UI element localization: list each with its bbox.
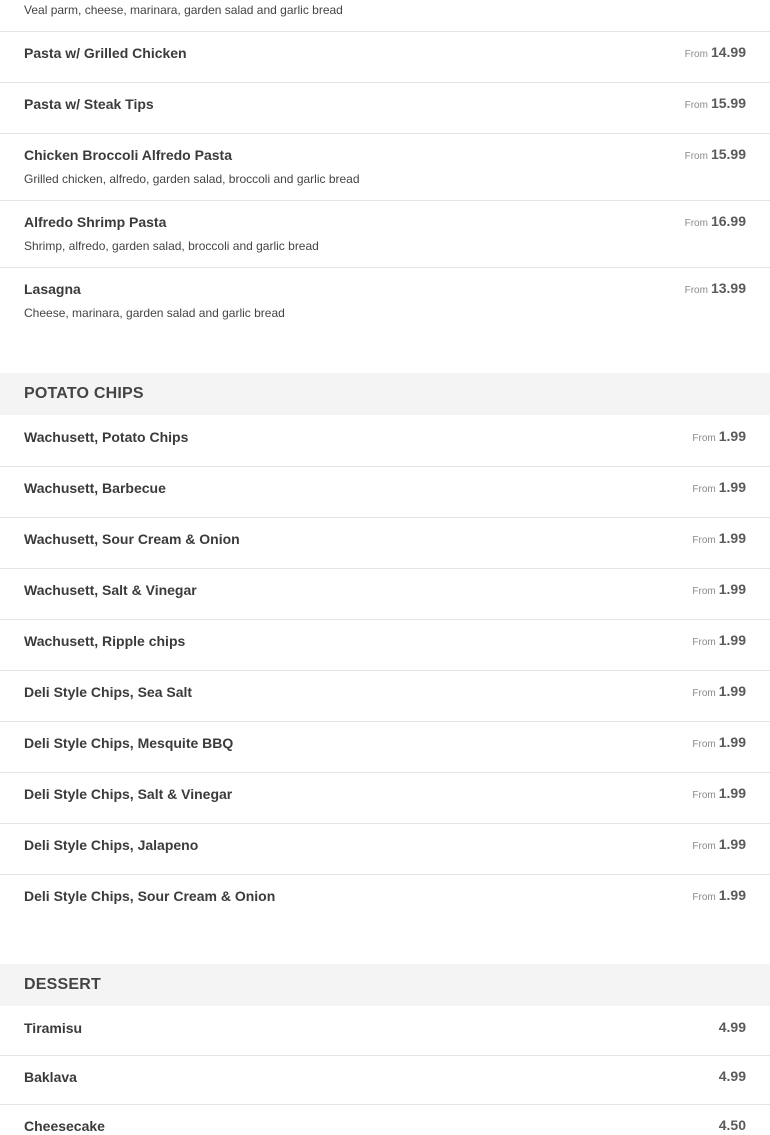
menu-item-description: Veal parm, cheese, marinara, garden salad and garlic bread — [24, 3, 343, 17]
menu-item-partial[interactable] — [0, 0, 770, 32]
price-amount: 1.99 — [718, 581, 746, 597]
menu-item[interactable] — [0, 134, 770, 201]
menu-item[interactable] — [0, 83, 770, 134]
menu-item-price — [719, 1019, 746, 1037]
menu-item-name: Baklava — [24, 1069, 77, 1085]
price-amount: 1.99 — [718, 428, 746, 444]
price-prefix: From — [692, 739, 716, 750]
price-prefix: From — [684, 285, 708, 296]
menu-item[interactable] — [0, 415, 770, 467]
price-amount: 15.99 — [710, 146, 746, 162]
price-prefix: From — [692, 892, 716, 903]
menu-item[interactable] — [0, 1006, 770, 1056]
price-prefix: From — [692, 433, 716, 444]
menu-item-price — [692, 734, 746, 752]
price-amount: 16.99 — [710, 213, 746, 229]
menu-item-description: Cheese, marinara, garden salad and garlic bread — [24, 306, 285, 320]
price-prefix: From — [684, 100, 708, 111]
menu-item-price — [685, 213, 746, 231]
menu-item[interactable] — [0, 620, 770, 671]
menu-item[interactable] — [0, 32, 770, 83]
price-prefix: From — [692, 688, 716, 699]
price-prefix: From — [684, 151, 708, 162]
price-amount: 14.99 — [710, 44, 746, 60]
price-amount: 1.99 — [718, 479, 746, 495]
menu-item-price — [719, 1068, 746, 1086]
price-amount: 1.99 — [718, 530, 746, 546]
menu-item[interactable] — [0, 773, 770, 824]
menu-item-price — [719, 1117, 746, 1135]
menu-item-price — [692, 581, 746, 599]
price-amount: 1.99 — [718, 683, 746, 699]
price-amount: 1.99 — [718, 632, 746, 648]
menu-item-name: Chicken Broccoli Alfredo Pasta — [24, 147, 232, 163]
menu-item-name: Lasagna — [24, 281, 81, 297]
menu-item-price — [685, 95, 746, 113]
menu-item-name: Deli Style Chips, Salt & Vinegar — [24, 786, 233, 802]
menu-item-description: Shrimp, alfredo, garden salad, broccoli and garlic bread — [24, 239, 319, 253]
price-amount: 4.99 — [718, 1068, 746, 1084]
price-prefix: From — [684, 49, 708, 60]
menu-item[interactable] — [0, 467, 770, 518]
menu-item-name: Wachusett, Ripple chips — [24, 633, 186, 649]
menu-item-name: Wachusett, Barbecue — [24, 480, 166, 496]
price-prefix: From — [692, 484, 716, 495]
price-prefix: From — [692, 841, 716, 852]
menu-item-price — [692, 530, 746, 548]
price-amount: 4.50 — [718, 1117, 746, 1133]
price-prefix: From — [684, 218, 708, 229]
menu-item-name: Pasta w/ Grilled Chicken — [24, 45, 187, 61]
price-amount: 1.99 — [718, 836, 746, 852]
menu-item-name: Wachusett, Salt & Vinegar — [24, 582, 197, 598]
price-prefix: From — [692, 790, 716, 801]
menu-item-price — [692, 428, 746, 446]
menu-item-price — [685, 146, 746, 164]
menu-item-price — [685, 280, 746, 298]
menu-item[interactable] — [0, 1105, 770, 1134]
menu-item-price — [692, 683, 746, 701]
price-amount: 4.99 — [718, 1019, 746, 1035]
price-amount: 1.99 — [718, 887, 746, 903]
menu-item-name: Wachusett, Potato Chips — [24, 429, 189, 445]
menu-item-name: Deli Style Chips, Jalapeno — [24, 837, 199, 853]
price-amount: 1.99 — [718, 734, 746, 750]
price-amount: 15.99 — [710, 95, 746, 111]
section-header-dessert — [0, 964, 770, 1006]
section-title: POTATO CHIPS — [24, 385, 144, 402]
menu-item-price — [692, 836, 746, 854]
menu-item[interactable] — [0, 518, 770, 569]
menu-item-price — [692, 887, 746, 905]
price-prefix: From — [692, 637, 716, 648]
section-header-potato-chips — [0, 373, 770, 415]
menu-item-price — [692, 632, 746, 650]
price-prefix: From — [692, 535, 716, 546]
menu-item[interactable] — [0, 201, 770, 268]
section-title: DESSERT — [24, 976, 101, 993]
menu-item[interactable] — [0, 671, 770, 722]
price-prefix: From — [692, 586, 716, 597]
menu-item-name: Deli Style Chips, Sour Cream & Onion — [24, 888, 276, 904]
menu-item-name: Wachusett, Sour Cream & Onion — [24, 531, 240, 547]
menu-item-name: Alfredo Shrimp Pasta — [24, 214, 167, 230]
menu-item[interactable] — [0, 268, 770, 335]
menu-item-description: Grilled chicken, alfredo, garden salad, broccoli and garlic bread — [24, 172, 360, 186]
menu-item[interactable] — [0, 824, 770, 875]
price-amount: 1.99 — [718, 785, 746, 801]
menu-item-price — [692, 785, 746, 803]
menu-item-name: Pasta w/ Steak Tips — [24, 96, 154, 112]
menu-item[interactable] — [0, 569, 770, 620]
menu-item-name: Deli Style Chips, Sea Salt — [24, 684, 193, 700]
menu-item[interactable] — [0, 1056, 770, 1105]
menu-item-name: Tiramisu — [24, 1020, 83, 1036]
menu-item-name: Deli Style Chips, Mesquite BBQ — [24, 735, 234, 751]
menu-item[interactable] — [0, 875, 770, 926]
menu-item-price — [685, 44, 746, 62]
menu-item-price — [692, 479, 746, 497]
price-amount: 13.99 — [710, 280, 746, 296]
menu-item-name: Cheesecake — [24, 1118, 105, 1134]
menu-item[interactable] — [0, 722, 770, 773]
